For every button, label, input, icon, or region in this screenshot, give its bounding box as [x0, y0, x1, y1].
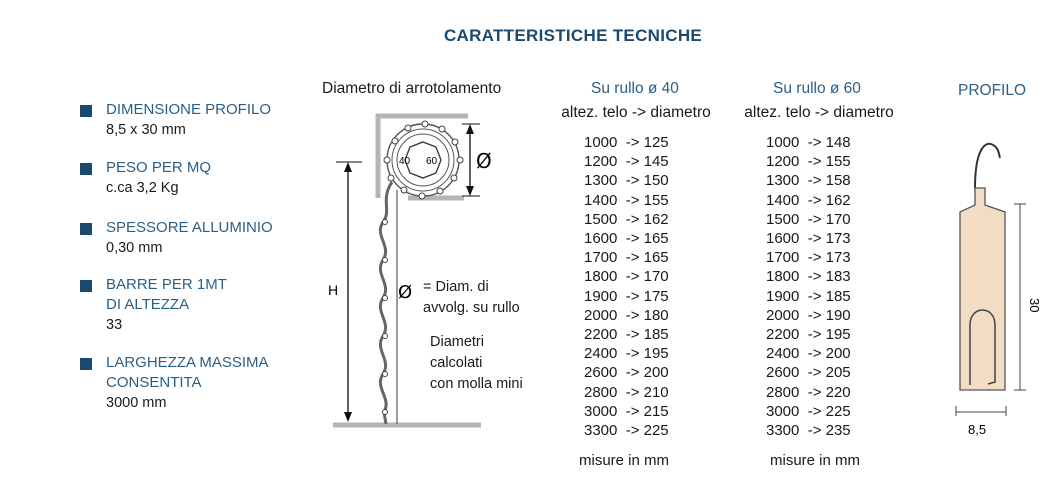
spec-label: DIMENSIONE PROFILO: [106, 101, 272, 118]
table-row: 3300 -> 235: [766, 422, 851, 440]
table-row: 1800 -> 170: [584, 268, 669, 286]
profile-height-label: 30: [1027, 298, 1042, 313]
spec-value: 8,5 x 30 mm: [106, 122, 186, 138]
h-label: H: [328, 282, 339, 298]
spec-value: 33: [106, 317, 123, 333]
table-row: 1500 -> 170: [766, 210, 851, 228]
table60-rows: [766, 133, 851, 440]
table-row: 1300 -> 158: [766, 172, 851, 190]
h-arrow-bottom: [344, 412, 352, 422]
table40-heading: Su rullo ø 40: [591, 80, 679, 97]
note-line-3: con molla mini: [430, 376, 523, 392]
table-row: 1700 -> 165: [584, 249, 669, 267]
table-row: 1600 -> 165: [584, 230, 669, 248]
table-row: 2400 -> 200: [766, 345, 851, 363]
curtain-outer: [380, 182, 392, 424]
spec-value: 3000 mm: [106, 395, 167, 411]
table-row: 1500 -> 162: [584, 210, 669, 228]
diam-arrow-top: [466, 124, 474, 134]
roller-40-label: 40: [399, 156, 411, 167]
spec-value: c.ca 3,2 Kg: [106, 180, 179, 196]
table-row: 2600 -> 205: [766, 364, 851, 382]
table40-rows: [584, 133, 669, 440]
table-row: 1300 -> 150: [584, 172, 669, 190]
diam-arrow-bottom: [466, 186, 474, 196]
table60-subheading: altez. telo -> diametro: [744, 104, 894, 121]
table-row: 1000 -> 125: [584, 134, 669, 151]
table-row: 2600 -> 200: [584, 364, 669, 382]
page-title: CARATTERISTICHE TECNICHE: [443, 26, 703, 45]
table60-units: misure in mm: [770, 452, 861, 469]
table-row: 2000 -> 190: [766, 306, 851, 324]
legend-line-2: avvolg. su rullo: [423, 300, 520, 316]
legend-line-1: = Diam. di: [423, 279, 489, 295]
table-row: 1400 -> 162: [766, 191, 851, 209]
table60-heading: Su rullo ø 60: [773, 80, 861, 97]
spec-label-line2: DI ALTEZZA: [106, 296, 190, 313]
spec-label: BARRE PER 1MT: [106, 276, 227, 293]
table-row: 2800 -> 220: [766, 383, 851, 401]
profile-body: [960, 188, 1005, 390]
table-row: 2800 -> 210: [584, 383, 669, 401]
table-row: 3300 -> 225: [584, 422, 669, 440]
spec-label: LARGHEZZA MASSIMA: [106, 354, 269, 371]
note-line-2: calcolati: [430, 355, 483, 371]
table-row: 3000 -> 225: [766, 402, 851, 420]
table-row: 1700 -> 173: [766, 249, 851, 267]
roller-60-label: 60: [426, 156, 438, 167]
table-row: 1800 -> 183: [766, 268, 851, 286]
table-row: 2000 -> 180: [584, 306, 669, 324]
diameter-symbol: Ø: [476, 149, 492, 173]
profile-width-label: 8,5: [968, 422, 987, 437]
table-row: 1200 -> 145: [584, 153, 669, 171]
table-row: 1200 -> 155: [766, 153, 851, 171]
table-row: 2200 -> 185: [584, 326, 669, 344]
diameter-legend: [423, 277, 520, 319]
diagram-heading: Diametro di arrotolamento: [322, 80, 502, 97]
spec-label: PESO PER MQ: [106, 159, 212, 176]
table40-units: misure in mm: [579, 452, 670, 469]
table-row: 2400 -> 195: [584, 345, 669, 363]
table-row: 3000 -> 215: [584, 402, 669, 420]
table-row: 1600 -> 173: [766, 230, 851, 248]
table-row: 1900 -> 175: [584, 287, 669, 305]
table-row: 2200 -> 195: [766, 326, 851, 344]
table-row: 1000 -> 148: [766, 134, 851, 151]
profile-heading: PROFILO: [958, 82, 1027, 99]
diameter-legend-symbol: Ø: [398, 282, 413, 303]
h-arrow-top: [344, 162, 352, 172]
diameter-note: [430, 332, 523, 395]
table-row: 1400 -> 155: [584, 191, 669, 209]
note-line-1: Diametri: [430, 334, 484, 350]
spec-label-line2: CONSENTITA: [106, 374, 202, 391]
table40-subheading: altez. telo -> diametro: [561, 104, 711, 121]
spec-value: 0,30 mm: [106, 240, 163, 256]
profile-hook: [975, 144, 1000, 188]
table-row: 1900 -> 185: [766, 287, 851, 305]
spec-label: SPESSORE ALLUMINIO: [106, 219, 273, 236]
